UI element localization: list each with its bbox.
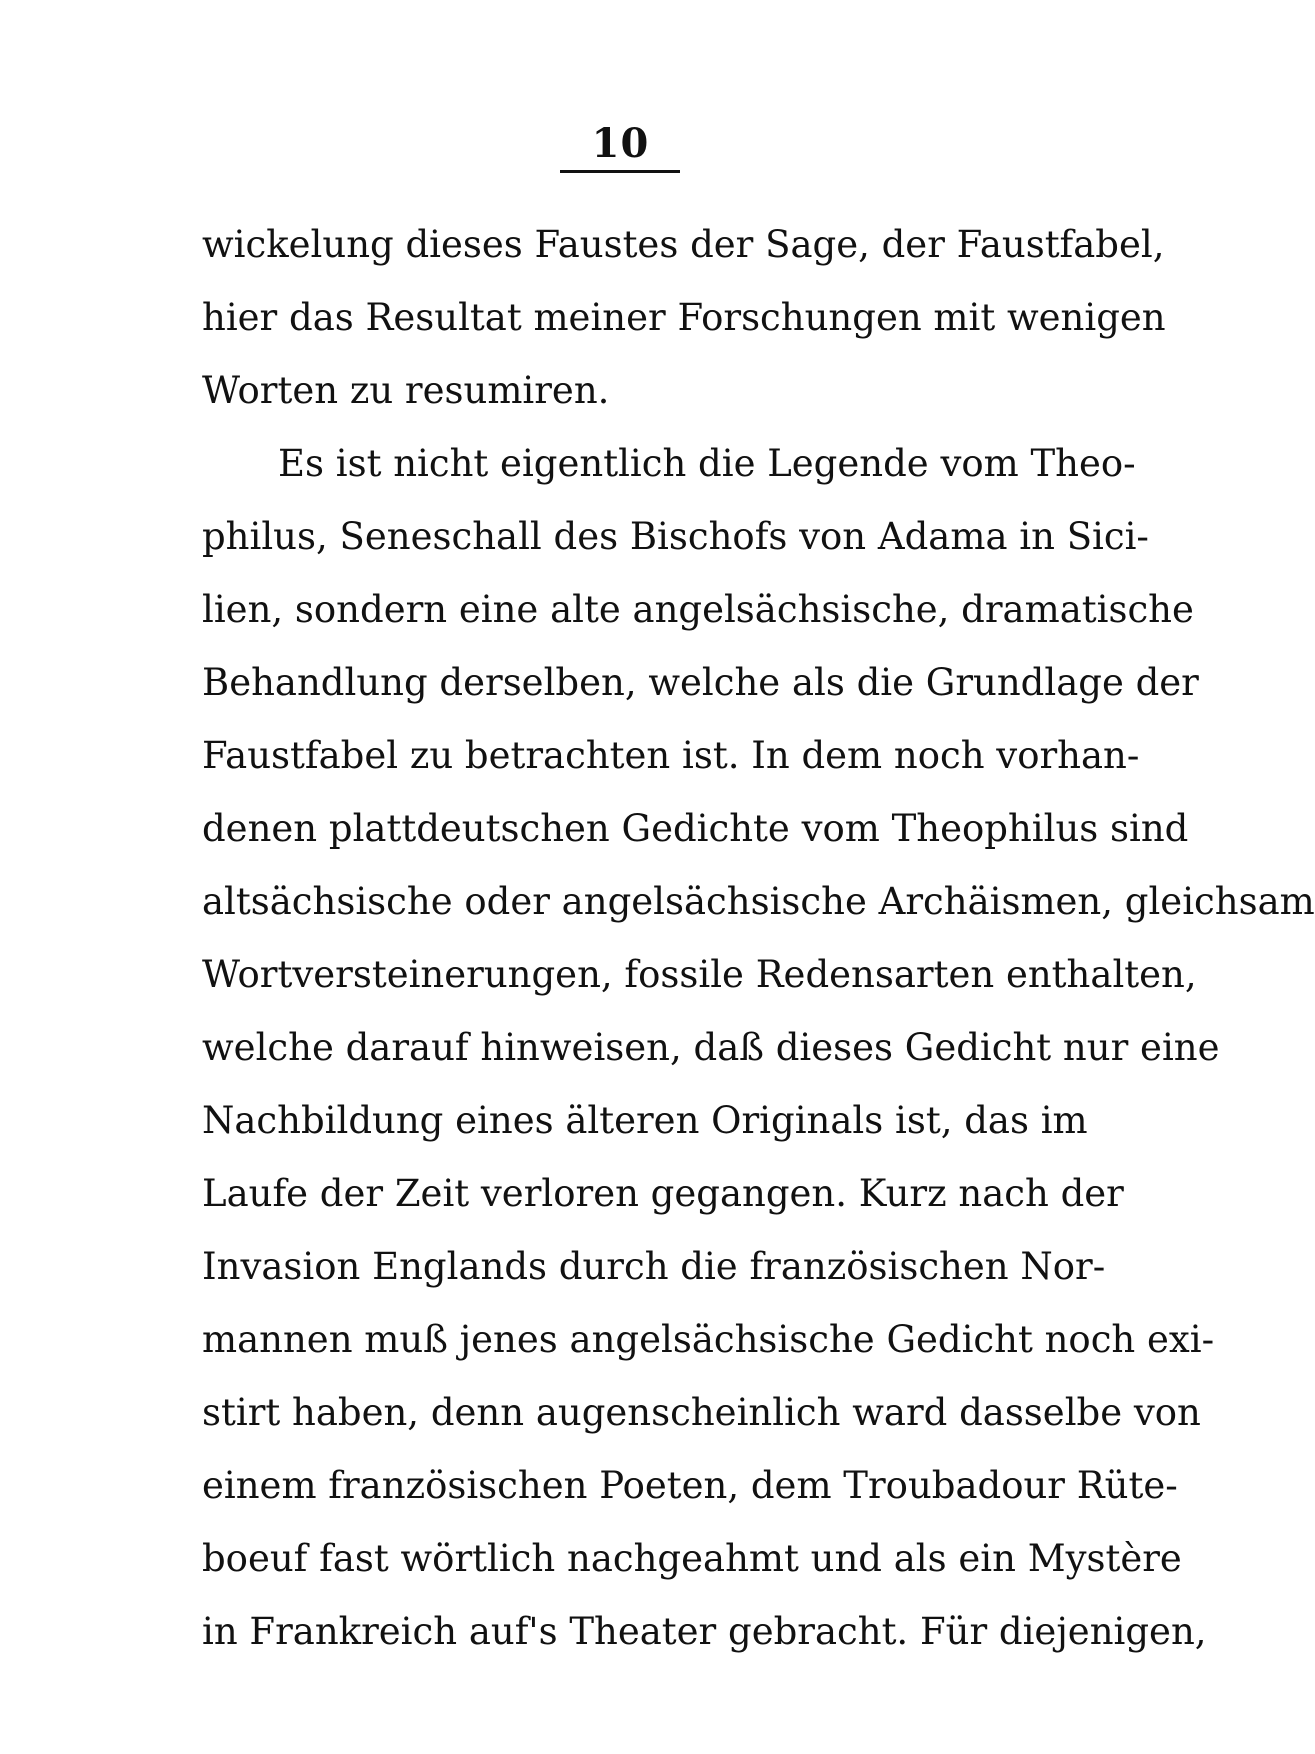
text-line: welche darauf hinweisen, daß dieses Gedicht nur eine bbox=[202, 1026, 1220, 1069]
header-rule bbox=[560, 170, 680, 173]
text-line: Faustfabel zu betrachten ist. In dem noch vorhan- bbox=[202, 734, 1140, 777]
text-line: hier das Resultat meiner Forschungen mit wenigen bbox=[202, 296, 1166, 339]
text-line: einem französischen Poeten, dem Troubadour Rüte- bbox=[202, 1464, 1178, 1507]
text-line: mannen muß jenes angelsächsische Gedicht noch exi- bbox=[202, 1318, 1215, 1361]
text-line: denen plattdeutschen Gedichte vom Theophilus sind bbox=[202, 807, 1189, 850]
text-line: lien, sondern eine alte angelsächsische, dramatische bbox=[202, 588, 1194, 631]
text-line: Laufe der Zeit verloren gegangen. Kurz nach der bbox=[202, 1172, 1124, 1215]
text-line: philus, Seneschall des Bischofs von Adama in Sici- bbox=[202, 515, 1149, 558]
text-line: Invasion Englands durch die französischen Nor- bbox=[202, 1245, 1106, 1288]
text-line: altsächsische oder angelsächsische Archäismen, gleichsam bbox=[202, 880, 1315, 923]
text-line: Es ist nicht eigentlich die Legende vom Theo- bbox=[278, 442, 1136, 485]
page-number: 10 bbox=[591, 120, 650, 167]
text-line: Wortversteinerungen, fossile Redensarten enthalten, bbox=[202, 953, 1197, 996]
text-line: Worten zu resumiren. bbox=[202, 369, 610, 412]
body-text bbox=[202, 208, 1315, 1668]
text-line: in Frankreich auf's Theater gebracht. Für diejenigen, bbox=[202, 1610, 1207, 1653]
text-line: boeuf fast wörtlich nachgeahmt und als ein Mystère bbox=[202, 1537, 1182, 1580]
text-line: stirt haben, denn augenscheinlich ward dasselbe von bbox=[202, 1391, 1201, 1434]
text-line: wickelung dieses Faustes der Sage, der Faustfabel, bbox=[202, 223, 1165, 266]
text-line: Nachbildung eines älteren Originals ist, das im bbox=[202, 1099, 1088, 1142]
text-line: Behandlung derselben, welche als die Grundlage der bbox=[202, 661, 1199, 704]
